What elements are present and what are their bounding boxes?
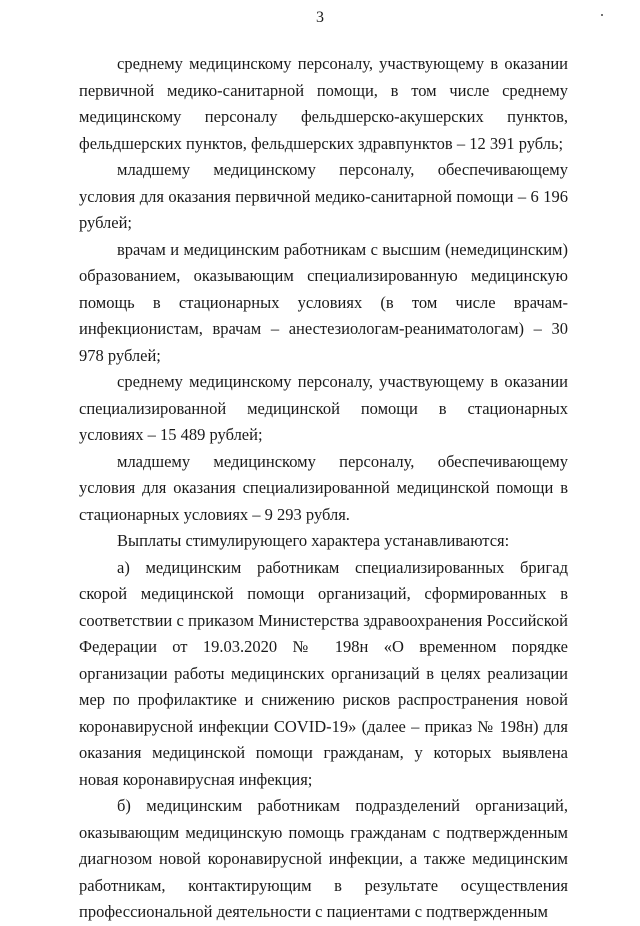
paragraph-junior-staff-primary-care: младшему медицинскому персоналу, обеспечивающему условия для оказания первичной медико-санитарной помощи – 6 196 рублей; bbox=[79, 160, 568, 232]
paragraph-incentive-payments-heading: Выплаты стимулирующего характера устанавливаются: bbox=[117, 531, 510, 550]
paragraph-doctors-specialized-care: врачам и медицинским работникам с высшим (немедицинским) образованием, оказывающим специализированную медицинскую помощь в стационарных условиях (в том числе врачам-инфекционистам, врачам – анестезиологам-реаниматологам) – 30 978 рублей; bbox=[79, 239, 568, 365]
scan-speck bbox=[601, 14, 603, 16]
document-body bbox=[79, 51, 568, 926]
paragraph-mid-level-staff-primary-care: среднему медицинскому персоналу, участвующему в оказании первичной медико-санитарной помощи, в том числе среднему медицинскому персоналу фельдшерско-акушерских пунктов, фельдшерских пунктов, фельдшерских здравпунктов – 12 391 рубль; bbox=[79, 54, 568, 153]
paragraph-item-a: а) медицинским работникам специализированных бригад скорой медицинской помощи организаций, сформированных в соответствии с приказом Министерства здравоохранения Российской Федерации от 19.03.2020 № 198н «О временном порядке организации работы медицинских организаций в целях реализации мер по профилактике и снижению рисков распространения новой коронавирусной инфекции COVID-19» (далее – приказ № 198н) для оказания медицинской помощи гражданам, у которых выявлена новая коронавирусная инфекция; bbox=[79, 557, 568, 789]
page-number: 3 bbox=[316, 9, 324, 26]
paragraph-mid-level-staff-specialized-care: среднему медицинскому персоналу, участвующему в оказании специализированной медицинской помощи в стационарных условиях – 15 489 рублей; bbox=[79, 372, 568, 444]
paragraph-item-b: б) медицинским работникам подразделений организаций, оказывающим медицинскую помощь гражданам с подтвержденным диагнозом новой коронавирусной инфекции, а также медицинским работникам, контактирующим в результате осуществления профессиональной деятельности с пациентами с подтвержденным bbox=[79, 796, 568, 921]
paragraph-junior-staff-specialized-care: младшему медицинскому персоналу, обеспечивающему условия для оказания специализированной медицинской помощи в стационарных условиях – 9 293 рубля. bbox=[79, 451, 568, 524]
